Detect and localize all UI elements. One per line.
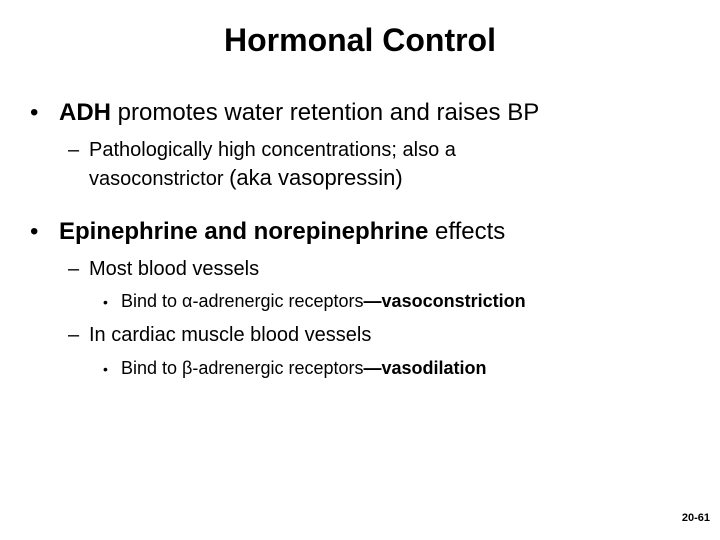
bullet-text: effects (428, 218, 506, 245)
beta-symbol: β (182, 358, 193, 378)
sub-bullet-text: In cardiac muscle blood vessels (89, 324, 372, 346)
bullet-marker: • (30, 218, 39, 245)
bullet-bold-text: Epinephrine and norepinephrine (59, 218, 429, 245)
detail-marker: • (103, 294, 108, 310)
sub-bullet-line1: Pathologically high concentrations; also a (89, 139, 456, 161)
detail-pre: Bind to (121, 291, 183, 311)
sub-bullet-marker: – (68, 139, 80, 161)
sub-bullet-marker: – (68, 324, 80, 346)
sub-bullet-adh-line2 (89, 165, 403, 191)
detail-marker: • (103, 361, 108, 377)
sub-bullet-text: Most blood vessels (89, 258, 260, 280)
detail-mid: -adrenergic receptors (192, 358, 364, 378)
sub-bullet-line2-pre: vasoconstrictor (89, 168, 230, 190)
detail-bold: —vasoconstriction (363, 291, 526, 311)
sub-bullet-line2-post: (aka vasopressin) (229, 165, 403, 190)
bullet-bold-text: ADH (59, 99, 111, 126)
sub-bullet-marker: – (68, 258, 80, 280)
detail-bold: —vasodilation (363, 358, 487, 378)
slide-title: Hormonal Control (224, 22, 496, 58)
detail-pre: Bind to (121, 358, 183, 378)
alpha-symbol: α (182, 291, 193, 311)
slide-number: 20-61 (681, 512, 710, 524)
detail-mid: -adrenergic receptors (192, 291, 364, 311)
bullet-marker: • (30, 99, 39, 126)
bullet-text: promotes water retention and raises BP (111, 99, 540, 126)
